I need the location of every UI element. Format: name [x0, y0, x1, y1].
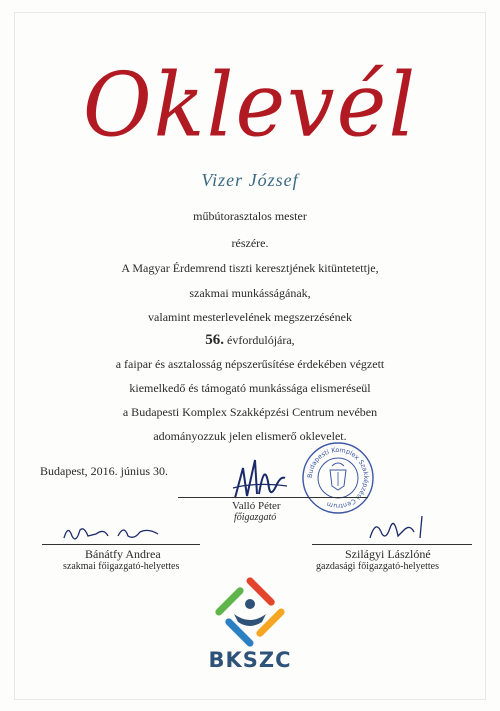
- deputy-economic-role: gazdasági főigazgató-helyettes: [316, 561, 439, 572]
- deputy-professional-signature: [58, 518, 168, 546]
- body-line-10: adományozzuk jelen elismerő oklevelet.: [153, 429, 347, 443]
- body-line-6: [0, 333, 500, 347]
- body-line-9: a Budapesti Komplex Szakképzési Centrum nevében: [122, 405, 378, 419]
- director-role: főigazgató: [234, 512, 277, 523]
- official-stamp: [300, 440, 376, 516]
- body-line-4: szakmai munkásságának,: [189, 286, 311, 300]
- deputy-professional-name: Bánátfy Andrea: [85, 547, 161, 561]
- director-name: Valló Péter: [232, 500, 281, 512]
- deputy-professional-role: szakmai főigazgató-helyettes: [63, 561, 180, 572]
- deputy-economic-signature: [360, 510, 440, 544]
- certificate-title: Oklevél: [82, 53, 418, 157]
- director-signature: [225, 448, 295, 508]
- deputy-professional-line: [42, 544, 200, 545]
- body-line-3: A Magyar Érdemrend tiszti keresztjének kitüntetettje,: [121, 261, 379, 275]
- deputy-economic-name: Szilágyi Lászlóné: [345, 547, 431, 561]
- issue-date: Budapest, 2016. június 30.: [40, 464, 168, 478]
- bkszc-logo-text: BKSZC: [208, 648, 292, 672]
- director-signature-line: [178, 497, 368, 498]
- body-line-7: a faipar és asztalosság népszerűsítése érdekében végzett: [115, 357, 385, 371]
- body-line-8: kiemelkedő és támogató munkássága elismeréseül: [129, 381, 371, 395]
- stamp-text: Budapesti Komplex Szakképzési Centrum: [305, 445, 371, 511]
- deputy-economic-line: [312, 544, 472, 545]
- bkszc-logo-icon: [214, 576, 286, 648]
- anniversary-number: 56.: [205, 332, 225, 348]
- body-line-2: részére.: [231, 236, 269, 250]
- anniversary-suffix: évfordulójára,: [224, 333, 295, 347]
- body-line-5: valamint mesterlevelének megszerzésének: [148, 310, 352, 324]
- recipient-name: Vizer József: [201, 170, 299, 190]
- body-line-1: műbútorasztalos mester: [193, 209, 307, 223]
